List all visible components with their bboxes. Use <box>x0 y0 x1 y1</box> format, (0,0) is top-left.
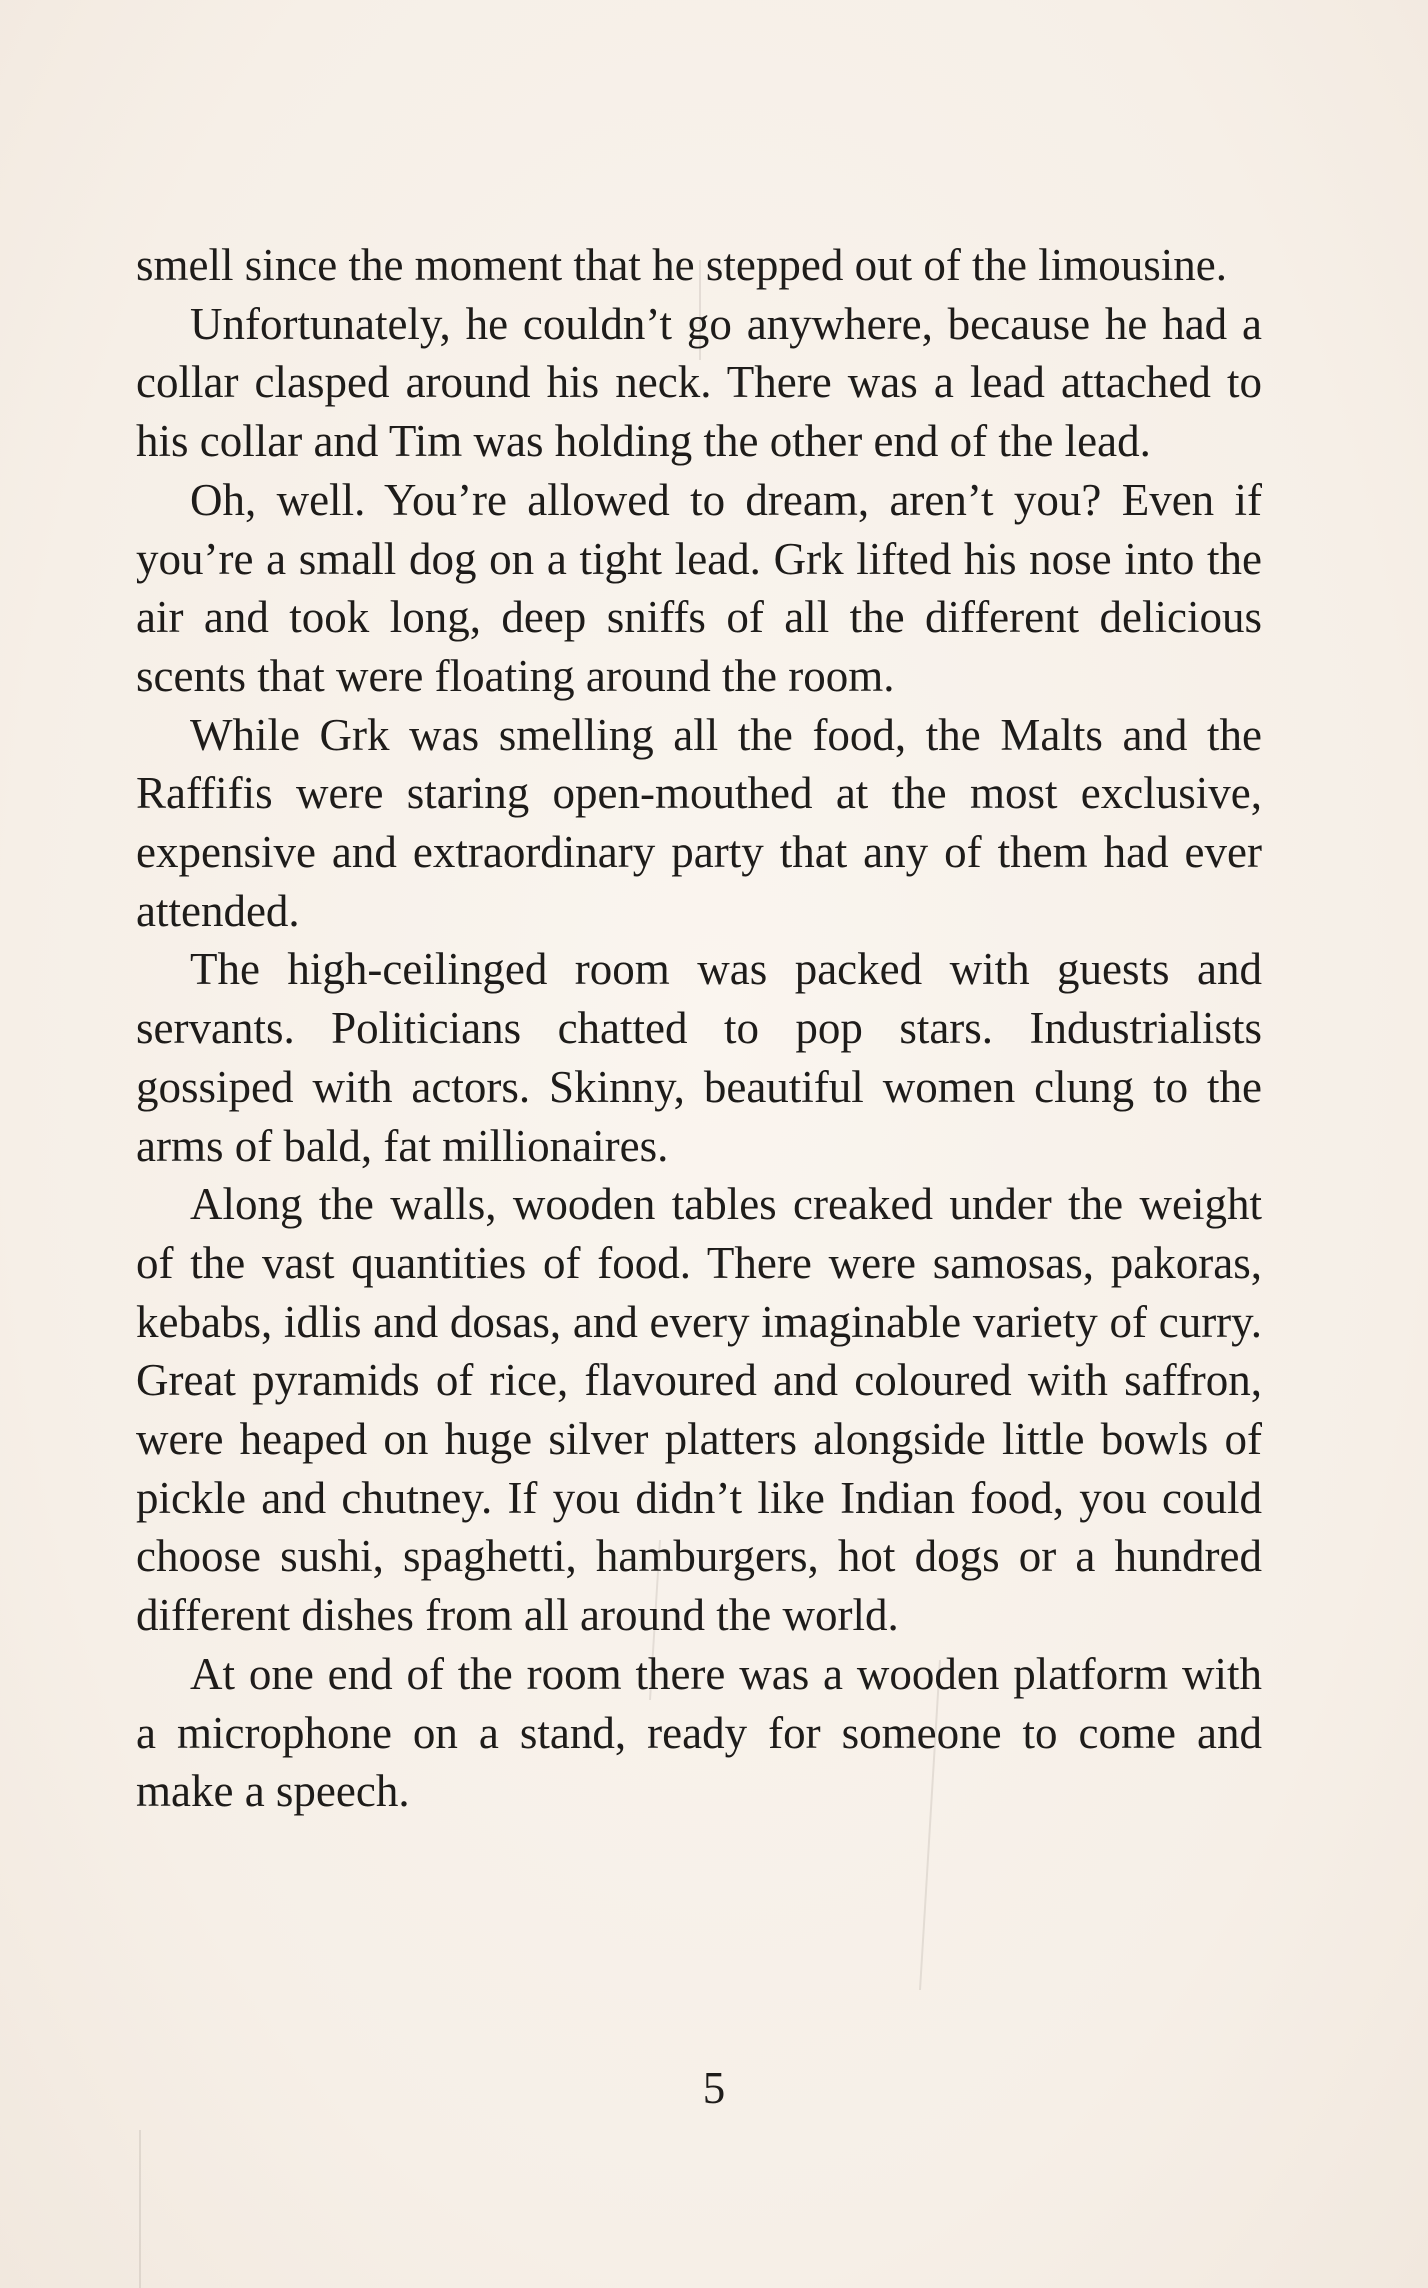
paragraph: Oh, well. You’re allowed to dream, aren’t you? Even if you’re a small dog on a tight lead. Grk lifted his nose into the air and took long, deep sniffs of all the different delicious scents that were floating around the room. <box>136 474 1262 701</box>
paragraph: Unfortunately, he couldn’t go anywhere, because he had a collar clasped around his neck. There was a lead attached to his collar and Tim was holding the other end of the lead. <box>136 298 1262 467</box>
body-text <box>136 236 1262 1821</box>
paragraph: While Grk was smelling all the food, the Malts and the Raffifis were staring open-mouthed at the most exclusive, expensive and extraordinary party that any of them had ever attended. <box>136 709 1262 936</box>
paragraph: At one end of the room there was a wooden platform with a microphone on a stand, ready for someone to come and make a speech. <box>136 1648 1262 1817</box>
paragraph: The high-ceilinged room was packed with guests and servants. Politicians chatted to pop stars. Industrialists gossiped with actors. Skinny, beautiful women clung to the arms of bald, fat millionaires. <box>136 944 1262 1171</box>
paragraph: smell since the moment that he stepped out of the limousine. <box>136 240 1228 290</box>
page-number: 5 <box>702 2063 726 2113</box>
paragraph: Along the walls, wooden tables creaked under the weight of the vast quantities of food. There were samosas, pakoras, kebabs, idlis and dosas, and every imaginable variety of curry. Great pyramids of rice, flavoured and coloured with saffron, were heaped on huge silver platters alongside little bowls of pickle and chutney. If you didn’t like Indian food, you could choose sushi, spaghetti, hamburgers, hot dogs or a hundred different dishes from all around the world. <box>136 1179 1262 1641</box>
